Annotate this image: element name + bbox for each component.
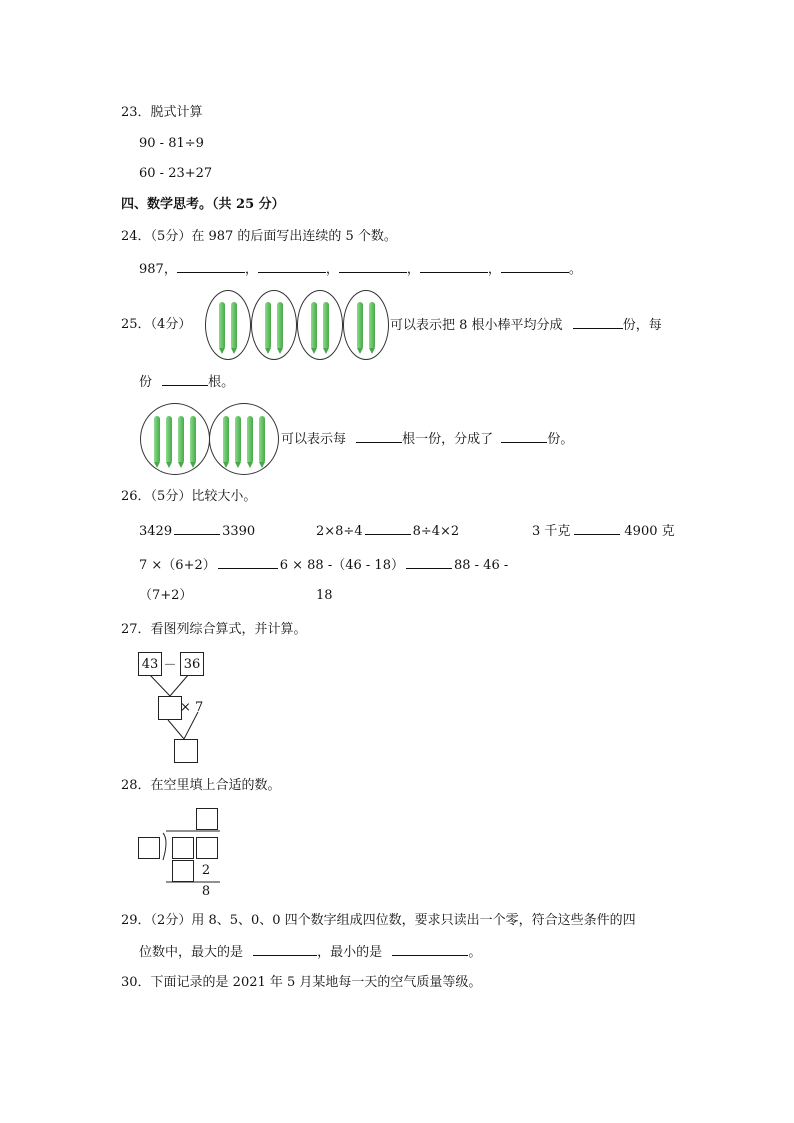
q25-text-1b: 份，每 <box>622 318 662 333</box>
stick-icon <box>166 416 172 462</box>
q28-product-box[interactable] <box>172 860 194 882</box>
stick-group-pair <box>251 290 297 360</box>
q26-compare-b <box>316 522 459 541</box>
q27-answer-box-1[interactable] <box>158 696 182 720</box>
q25-prefix: 25．（4分） <box>121 317 192 332</box>
q26-blank-a[interactable] <box>174 522 220 535</box>
q25-blank-parts[interactable] <box>573 316 623 329</box>
q24-title: 24．（5分）在 987 的后面写出连续的 5 个数。 <box>121 229 397 244</box>
q29-line-2 <box>139 943 481 962</box>
stick-icon <box>219 302 225 348</box>
q26-a-right: 3390 <box>222 524 256 539</box>
q25-text-3c: 份。 <box>547 432 574 447</box>
q27-answer-box-2[interactable] <box>174 739 198 763</box>
q26-c-left: 3 千克 <box>532 524 571 539</box>
q24-blank-2[interactable] <box>258 260 326 273</box>
stick-icon <box>323 302 329 348</box>
q27-multiply-7: × 7 <box>180 699 204 715</box>
q23-expression-2: 60 - 23+27 <box>139 166 213 181</box>
stick-icon <box>190 416 196 462</box>
q27-number-box-2: 36 <box>180 652 204 676</box>
stick-group-pair <box>205 290 251 360</box>
q29-line-1: 29．（2分）用 8、5、0、0 四个数字组成四位数，要求只读出一个零，符合这些条件的四 <box>121 913 636 928</box>
q25-blank-per-part[interactable] <box>162 373 208 386</box>
q23-expression-1: 90 - 81÷9 <box>139 136 204 151</box>
q27-number-box-1: 43 <box>138 652 162 676</box>
q25-text-3b: 根一份，分成了 <box>402 432 494 447</box>
q25-line-2 <box>139 373 234 392</box>
section-4-heading: 四、数学思考。（共 25 分） <box>121 197 285 212</box>
q26-c-right: 4900 克 <box>624 524 675 539</box>
q24-end: 。 <box>568 262 582 277</box>
q26-d-right-2: 88 - 46 - <box>453 558 509 573</box>
q26-blank-c[interactable] <box>574 522 620 535</box>
q24-blank-1[interactable] <box>177 260 245 273</box>
q28-division-diagram <box>136 804 222 900</box>
q26-d-left: 7 ×（6+2） <box>139 558 216 573</box>
q24-blank-3[interactable] <box>339 260 407 273</box>
stick-icon <box>311 302 317 348</box>
q26-blank-b[interactable] <box>365 522 411 535</box>
q26-d-right: 6 × 88 -（46 - 18） <box>279 558 404 573</box>
q26-b-left: 2×8÷4 <box>316 524 363 539</box>
q26-title: 26．（5分）比较大小。 <box>121 489 257 504</box>
stick-group-pair <box>343 290 389 360</box>
q25-text-2a: 份 <box>139 375 153 390</box>
stick-icon <box>235 416 241 462</box>
q28-quotient-box[interactable] <box>196 808 218 830</box>
stick-icon <box>178 416 184 462</box>
q28-product-digit: 2 <box>201 862 211 878</box>
q24-blank-4[interactable] <box>420 260 488 273</box>
stick-icon <box>223 416 229 462</box>
q25-text-1: 可以表示把 8 根小棒平均分成 <box>390 318 563 333</box>
stick-icon <box>259 416 265 462</box>
q29-text-2c: 。 <box>468 945 482 960</box>
q28-dividend-box-1[interactable] <box>172 837 194 859</box>
stick-icon <box>369 302 375 348</box>
q27-diagram <box>136 648 208 764</box>
q28-remainder-digit: 8 <box>201 883 211 899</box>
q25-text-2b: 根。 <box>208 375 235 390</box>
q25-blank-count[interactable] <box>501 430 547 443</box>
q24-sep: ， <box>487 262 501 277</box>
stick-group-pair <box>297 290 343 360</box>
q26-blank-e[interactable] <box>406 556 452 569</box>
q28-title: 28．在空里填上合适的数。 <box>121 778 281 793</box>
stick-icon <box>277 302 283 348</box>
q28-divisor-box[interactable] <box>138 837 160 859</box>
stick-icon <box>265 302 271 348</box>
q25-blank-each[interactable] <box>356 430 402 443</box>
q24-sep: ， <box>244 262 258 277</box>
q26-compare-c <box>532 522 675 541</box>
q23-title: 23．脱式计算 <box>121 105 203 120</box>
stick-icon <box>247 416 253 462</box>
q28-dividend-box-2[interactable] <box>196 837 218 859</box>
stick-icon <box>357 302 363 348</box>
q26-b-right: 8÷4×2 <box>412 524 460 539</box>
q24-sep: ， <box>325 262 339 277</box>
q24-blank-5[interactable] <box>501 260 569 273</box>
q24-start: 987， <box>139 262 177 277</box>
q26-d-wrap-2: 18 <box>316 588 333 603</box>
q30-title: 30．下面记录的是 2021 年 5 月某地每一天的空气质量等级。 <box>121 975 482 990</box>
stick-group-four <box>209 403 279 475</box>
q24-answer-line <box>139 260 582 279</box>
q29-blank-min[interactable] <box>392 943 468 956</box>
q25-line-3 <box>281 430 573 449</box>
q29-text-2b: ，最小的是 <box>317 945 383 960</box>
stick-icon <box>154 416 160 462</box>
stick-icon <box>231 302 237 348</box>
q27-title: 27．看图列综合算式，并计算。 <box>121 622 307 637</box>
q26-a-left: 3429 <box>139 524 173 539</box>
q27-minus-sign: － <box>163 657 177 673</box>
q29-blank-max[interactable] <box>253 943 317 956</box>
q25-line-1 <box>390 316 662 335</box>
q26-compare-d <box>139 556 508 575</box>
q24-sep: ， <box>406 262 420 277</box>
q26-compare-a <box>139 522 255 541</box>
q26-d-wrap-1: （7+2） <box>139 588 193 603</box>
q29-text-2a: 位数中，最大的是 <box>139 945 244 960</box>
q25-text-3a: 可以表示每 <box>281 432 347 447</box>
q26-blank-d[interactable] <box>218 556 278 569</box>
stick-group-four <box>140 403 210 475</box>
